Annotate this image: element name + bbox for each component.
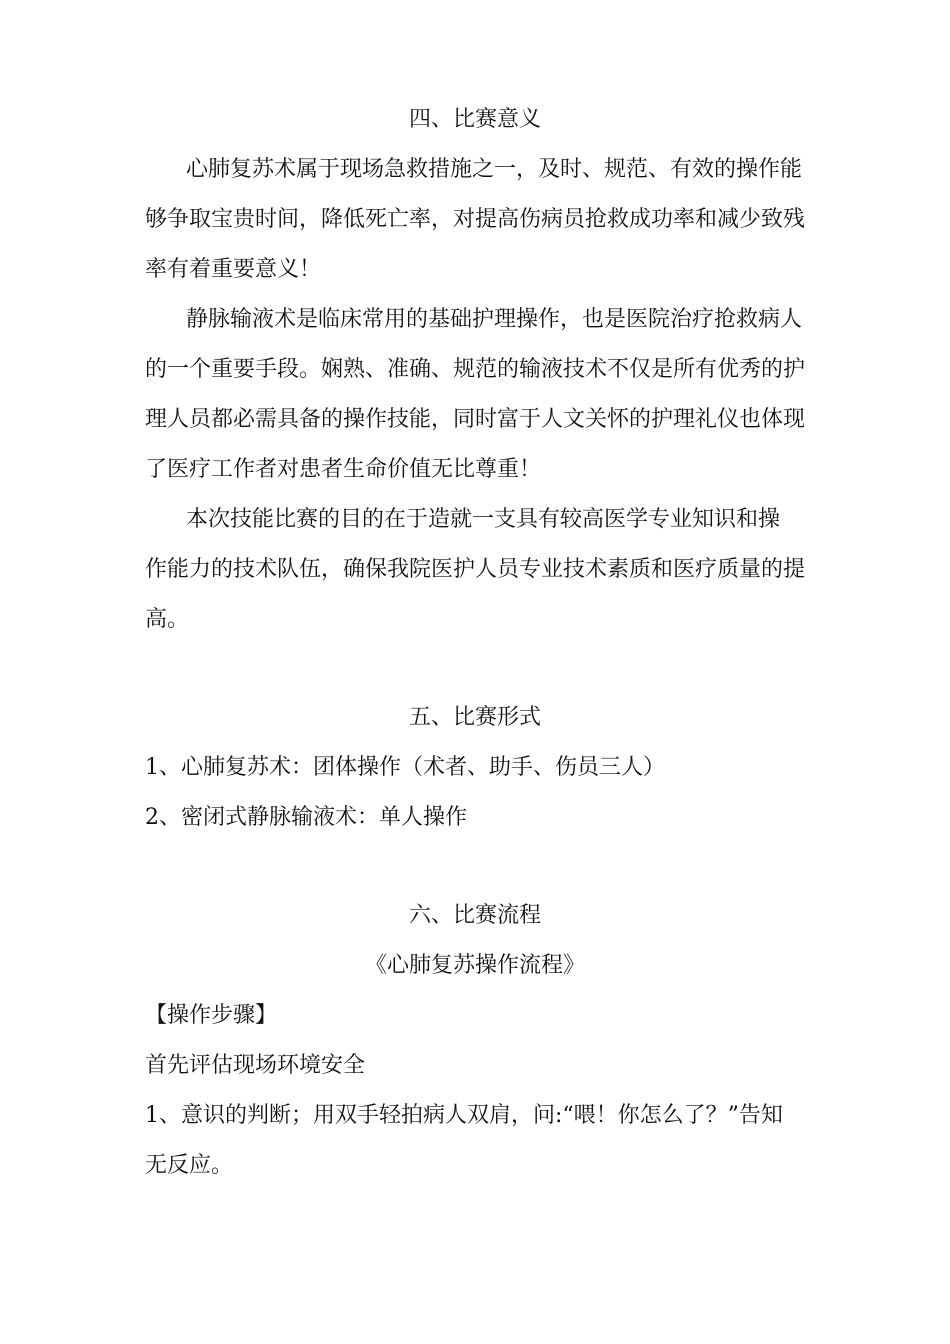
section5-heading: 五、比赛形式 [408, 705, 541, 730]
section4-p3-line3: 高。 [145, 607, 190, 632]
section4-p1-line2: 够争取宝贵时间，降低死亡率，对提高伤病员抢救成功率和减少致残 [145, 207, 806, 232]
section4-p2-line1: 静脉输液术是临床常用的基础护理操作，也是医院治疗抢救病人 [186, 307, 803, 332]
section4-p2-line4: 了医疗工作者对患者生命价值无比尊重！ [145, 457, 542, 482]
section6-step1-line2: 无反应。 [145, 1153, 234, 1178]
section6-intro: 首先评估现场环境安全 [145, 1053, 366, 1078]
section6-heading: 六、比赛流程 [408, 903, 541, 928]
section5-item2: 2、密闭式静脉输液术：单人操作 [145, 805, 467, 830]
section4-p1-line1: 心肺复苏术属于现场急救措施之一，及时、规范、有效的操作能 [186, 157, 803, 182]
section4-p3-line1: 本次技能比赛的目的在于造就一支具有较高医学专业知识和操 [186, 507, 781, 532]
section6-steps-label: 【操作步骤】 [145, 1003, 278, 1028]
section4-p1-line3: 率有着重要意义！ [145, 257, 322, 282]
section6-step1-line1: 1、意识的判断；用双手轻拍病人双肩，问:“喂！你怎么了？”告知 [145, 1103, 783, 1128]
section6-subtitle: 《心肺复苏操作流程》 [364, 953, 585, 978]
section4-p2-line2: 的一个重要手段。娴熟、准确、规范的输液技术不仅是所有优秀的护 [145, 357, 806, 382]
section4-heading: 四、比赛意义 [408, 107, 541, 132]
section5-item1: 1、心肺复苏术：团体操作（术者、助手、伤员三人） [145, 755, 665, 780]
section4-p2-line3: 理人员都必需具备的操作技能，同时富于人文关怀的护理礼仪也体现 [145, 407, 806, 432]
section4-p3-line2: 作能力的技术队伍，确保我院医护人员专业技术素质和医疗质量的提 [145, 557, 806, 582]
